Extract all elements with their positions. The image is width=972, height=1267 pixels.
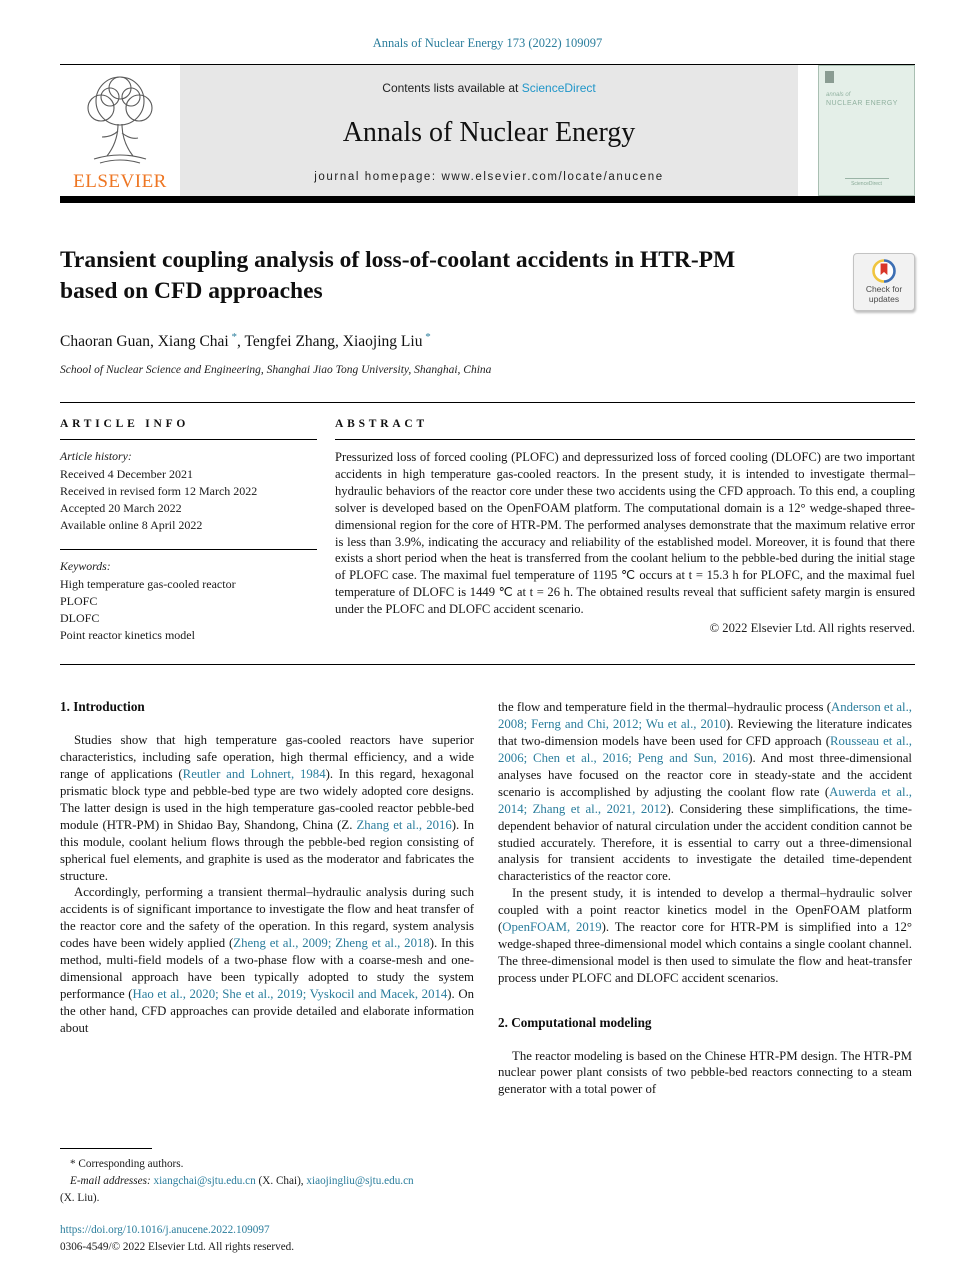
article-info-column	[60, 418, 317, 644]
footnote-rule	[60, 1148, 152, 1149]
citation-link[interactable]: Rousseau et al., 2006; Chen et al., 2016; Peng and Sun, 2016	[498, 734, 912, 766]
text-run: ). And most three-dimensional analyses have focused on the reactor core in steady-state and the accident scenario is accomplished by adjusting the coolant flow rate (	[498, 751, 912, 799]
journal-citation-header: Annals of Nuclear Energy 173 (2022) 109097	[372, 36, 603, 50]
doi-link[interactable]: https://doi.org/10.1016/j.anucene.2022.109097	[60, 1223, 270, 1236]
divider	[335, 439, 915, 440]
affiliation: School of Nuclear Science and Engineering, Shanghai Jiao Tong University, Shanghai, China	[60, 364, 492, 377]
citation-link[interactable]: Anderson et al., 2008; Ferng and Chi, 2012; Wu et al., 2010	[498, 700, 912, 732]
cover-footer-text: ScienceDirect	[851, 181, 882, 187]
article-history-list	[60, 466, 317, 534]
elsevier-tree-icon	[74, 71, 166, 169]
email-addresses-wrap: (X. Liu).	[60, 1192, 100, 1205]
doi-block	[60, 1222, 474, 1256]
article-history-item: Received 4 December 2021	[60, 467, 193, 482]
text-run: ). In this regard, hexagonal prismatic block type and pebble-bed type are two widely adopted core designs. The latter design is used in the high temperature gas-cooled reactor pebble-bed module (HTR-PM) in Shidao Bay, Shandong, China (Z.	[60, 767, 475, 832]
check-badge-label: Check for updates	[865, 284, 903, 304]
text-run: The reactor modeling is based on the Chinese HTR-PM design. The HTR-PM nuclear power plant consists of two pebble-bed reactors connecting to a steam generator with a total power of	[498, 1048, 912, 1097]
section2-paragraphs	[498, 1048, 912, 1099]
body-paragraph	[498, 1048, 912, 1099]
keywords-label: Keywords:	[60, 559, 111, 574]
body-paragraph	[60, 884, 474, 1036]
check-for-updates-badge[interactable]	[853, 253, 915, 311]
contents-text: Contents lists available at	[382, 81, 522, 95]
body-right-column	[498, 699, 912, 1255]
author-line	[60, 331, 915, 351]
abstract-text: Pressurized loss of forced cooling (PLOFC) and depressurized loss of forced cooling (DLOFC) are two important accidents in high temperature gas-cooled reactors. In the present study, it is intended to investigate thermal–hydraulic behaviors of the reactor core under these two accidents using the CFD approach. To this end, a coupling solver is developed based on the OpenFOAM platform. The computational domain is a 12° wedge-shaped three-dimensional region for the core of HTR-PM. The performed analyses demonstrate that the maximum relative error is less than 3.9%, indicating the accuracy and reliability of the established model. Moreover, it is found that there exists a short period when the heat is transferred from the coolant helium to the pebble-bed during the initial stage of PLOFC case. The maximal fuel temperature of 1195 ℃ occurs at t = 15.3 h for PLOFC, and the maximal fuel temperature of DLOFC is 1449 ℃ at t = 26 h. The obtained results reveal that sufficient safety margin is ensured under the PLOFC and DLOFC accident scenario.	[335, 450, 915, 617]
citation-link[interactable]: Zheng et al., 2009; Zheng et al., 2018	[233, 936, 430, 951]
intro-paragraphs-right	[498, 699, 912, 986]
citation-link[interactable]: *	[228, 331, 237, 343]
elsevier-wordmark: ELSEVIER	[73, 171, 167, 192]
text-run: ). Considering these simplifications, the time-dependent behavior of natural circulation under the accident condition cannot be studied accurately. Therefore, it is essential to carry out a three-dimensional analysis for transient accidents to investigate the detailed time-dependent characteristics of the reactor core.	[498, 801, 912, 884]
journal-homepage-link[interactable]: journal homepage: www.elsevier.com/locate/anucene	[314, 171, 664, 183]
divider	[60, 549, 317, 550]
text-run: ). In this module, coolant helium flows through the pebble-bed region consisting of spherical fuel elements, and graphite is used as the moderator and fabricates the structure.	[60, 817, 474, 883]
keywords-list	[60, 576, 317, 644]
text-run: ). Reviewing the literature indicates that two-dimension models have been used for CFD approach (	[498, 717, 913, 749]
text-run: Chaoran Guan, Xiang Chai	[60, 333, 229, 351]
citation-link[interactable]: Auwerda et al., 2014; Zhang et al., 2021, 2012	[498, 784, 912, 816]
article-history-item: Available online 8 April 2022	[60, 518, 203, 533]
email-link-xiaojingliu[interactable]: xiaojingliu@sjtu.edu.cn	[306, 1175, 414, 1188]
citation-link[interactable]: OpenFOAM, 2019	[502, 919, 602, 934]
citation-link[interactable]: Zhang et al., 2016	[356, 817, 452, 832]
article-history-label: Article history:	[60, 449, 132, 464]
email-suffix: (X. Chai),	[255, 1175, 307, 1188]
abstract-column	[335, 418, 915, 644]
divider	[60, 439, 317, 440]
cover-title-line2: NUCLEAR ENERGY	[826, 100, 898, 107]
crossmark-icon	[872, 259, 896, 283]
email-addresses-line	[60, 1173, 474, 1190]
keyword-item: High temperature gas-cooled reactor	[60, 577, 236, 592]
citation-link[interactable]: Hao et al., 2020; She et al., 2019; Vyskocil and Macek, 2014	[132, 986, 448, 1001]
abstract-heading: ABSTRACT	[335, 418, 428, 431]
section-heading-introduction: 1. Introduction	[60, 699, 145, 715]
text-run: ). The reactor core for HTR-PM is simplified into a 12° wedge-shaped three-dimensional model which contains a single coolant channel. The three-dimensional model is then used to simulate the flow and heat-transfer process under PLOFC and DLOFC accident scenarios.	[498, 919, 912, 985]
citation-link[interactable]: Reutler and Lohnert, 1984	[182, 767, 326, 782]
keyword-item: DLOFC	[60, 611, 100, 626]
masthead-gray-panel	[180, 65, 798, 196]
paper-title: Transient coupling analysis of loss-of-coolant accidents in HTR-PM based on CFD approaches	[60, 247, 736, 305]
masthead	[60, 64, 915, 203]
text-run: ). In this method, multi-field models of a two-phase flow with a coarse-mesh and one-dimensional approach have been typically adopted to study the system performance (	[60, 936, 475, 1001]
body-left-column	[60, 699, 474, 1255]
article-info-heading: ARTICLE INFO	[60, 418, 190, 431]
issn-copyright-line: 0306-4549/© 2022 Elsevier Ltd. All rights reserved.	[60, 1240, 295, 1253]
journal-cover-thumbnail[interactable]	[818, 65, 915, 196]
footnote-block	[60, 1148, 474, 1255]
citation-link[interactable]: *	[422, 331, 431, 343]
intro-paragraphs-left	[60, 732, 474, 1036]
journal-title: Annals of Nuclear Energy	[342, 117, 636, 148]
article-history-item: Accepted 20 March 2022	[60, 501, 182, 516]
text-run: the flow and temperature field in the thermal–hydraulic process (	[498, 700, 831, 715]
elsevier-logo[interactable]	[60, 65, 180, 196]
keyword-item: PLOFC	[60, 594, 98, 609]
abstract-copyright: © 2022 Elsevier Ltd. All rights reserved.	[709, 620, 915, 635]
article-history-item: Received in revised form 12 March 2022	[60, 484, 258, 499]
email-link-xiangchai[interactable]: xiangchai@sjtu.edu.cn	[153, 1175, 256, 1188]
text-run: , Tengfei Zhang, Xiaojing Liu	[237, 333, 423, 351]
email-label: E-mail addresses:	[70, 1175, 151, 1188]
body-paragraph	[60, 732, 474, 884]
section-heading-computational-modeling: 2. Computational modeling	[498, 1014, 652, 1030]
text-run: In the present study, it is intended to develop a thermal–hydraulic solver coupled with a point reactor kinetics model in the OpenFOAM platform (	[498, 886, 912, 934]
keyword-item: Point reactor kinetics model	[60, 628, 195, 643]
corresponding-authors-note: * Corresponding authors.	[70, 1158, 184, 1171]
section-divider	[60, 664, 915, 665]
body-paragraph	[498, 699, 912, 885]
contents-line	[382, 81, 595, 95]
sciencedirect-link[interactable]: ScienceDirect	[521, 81, 596, 95]
cover-logo	[825, 71, 834, 83]
text-run: ). On the other hand, CFD approaches can provide detailed and elaborate information about	[60, 986, 474, 1035]
body-paragraph	[498, 885, 912, 986]
cover-footer	[819, 178, 914, 187]
cover-title-line1: annals of	[826, 92, 851, 98]
text-run: Studies show that high temperature gas-cooled reactors have superior characteristics, including safe operation, high thermal efficiency, and a wide range of applications (	[60, 733, 474, 782]
text-run: Accordingly, performing a transient thermal–hydraulic analysis during such accidents is of significant importance to investigate the flow and heat transfer of the reactor core and the safety of the operation. In this regard, system analysis codes have been widely applied (	[60, 885, 474, 951]
masthead-divider-bar	[60, 196, 915, 203]
